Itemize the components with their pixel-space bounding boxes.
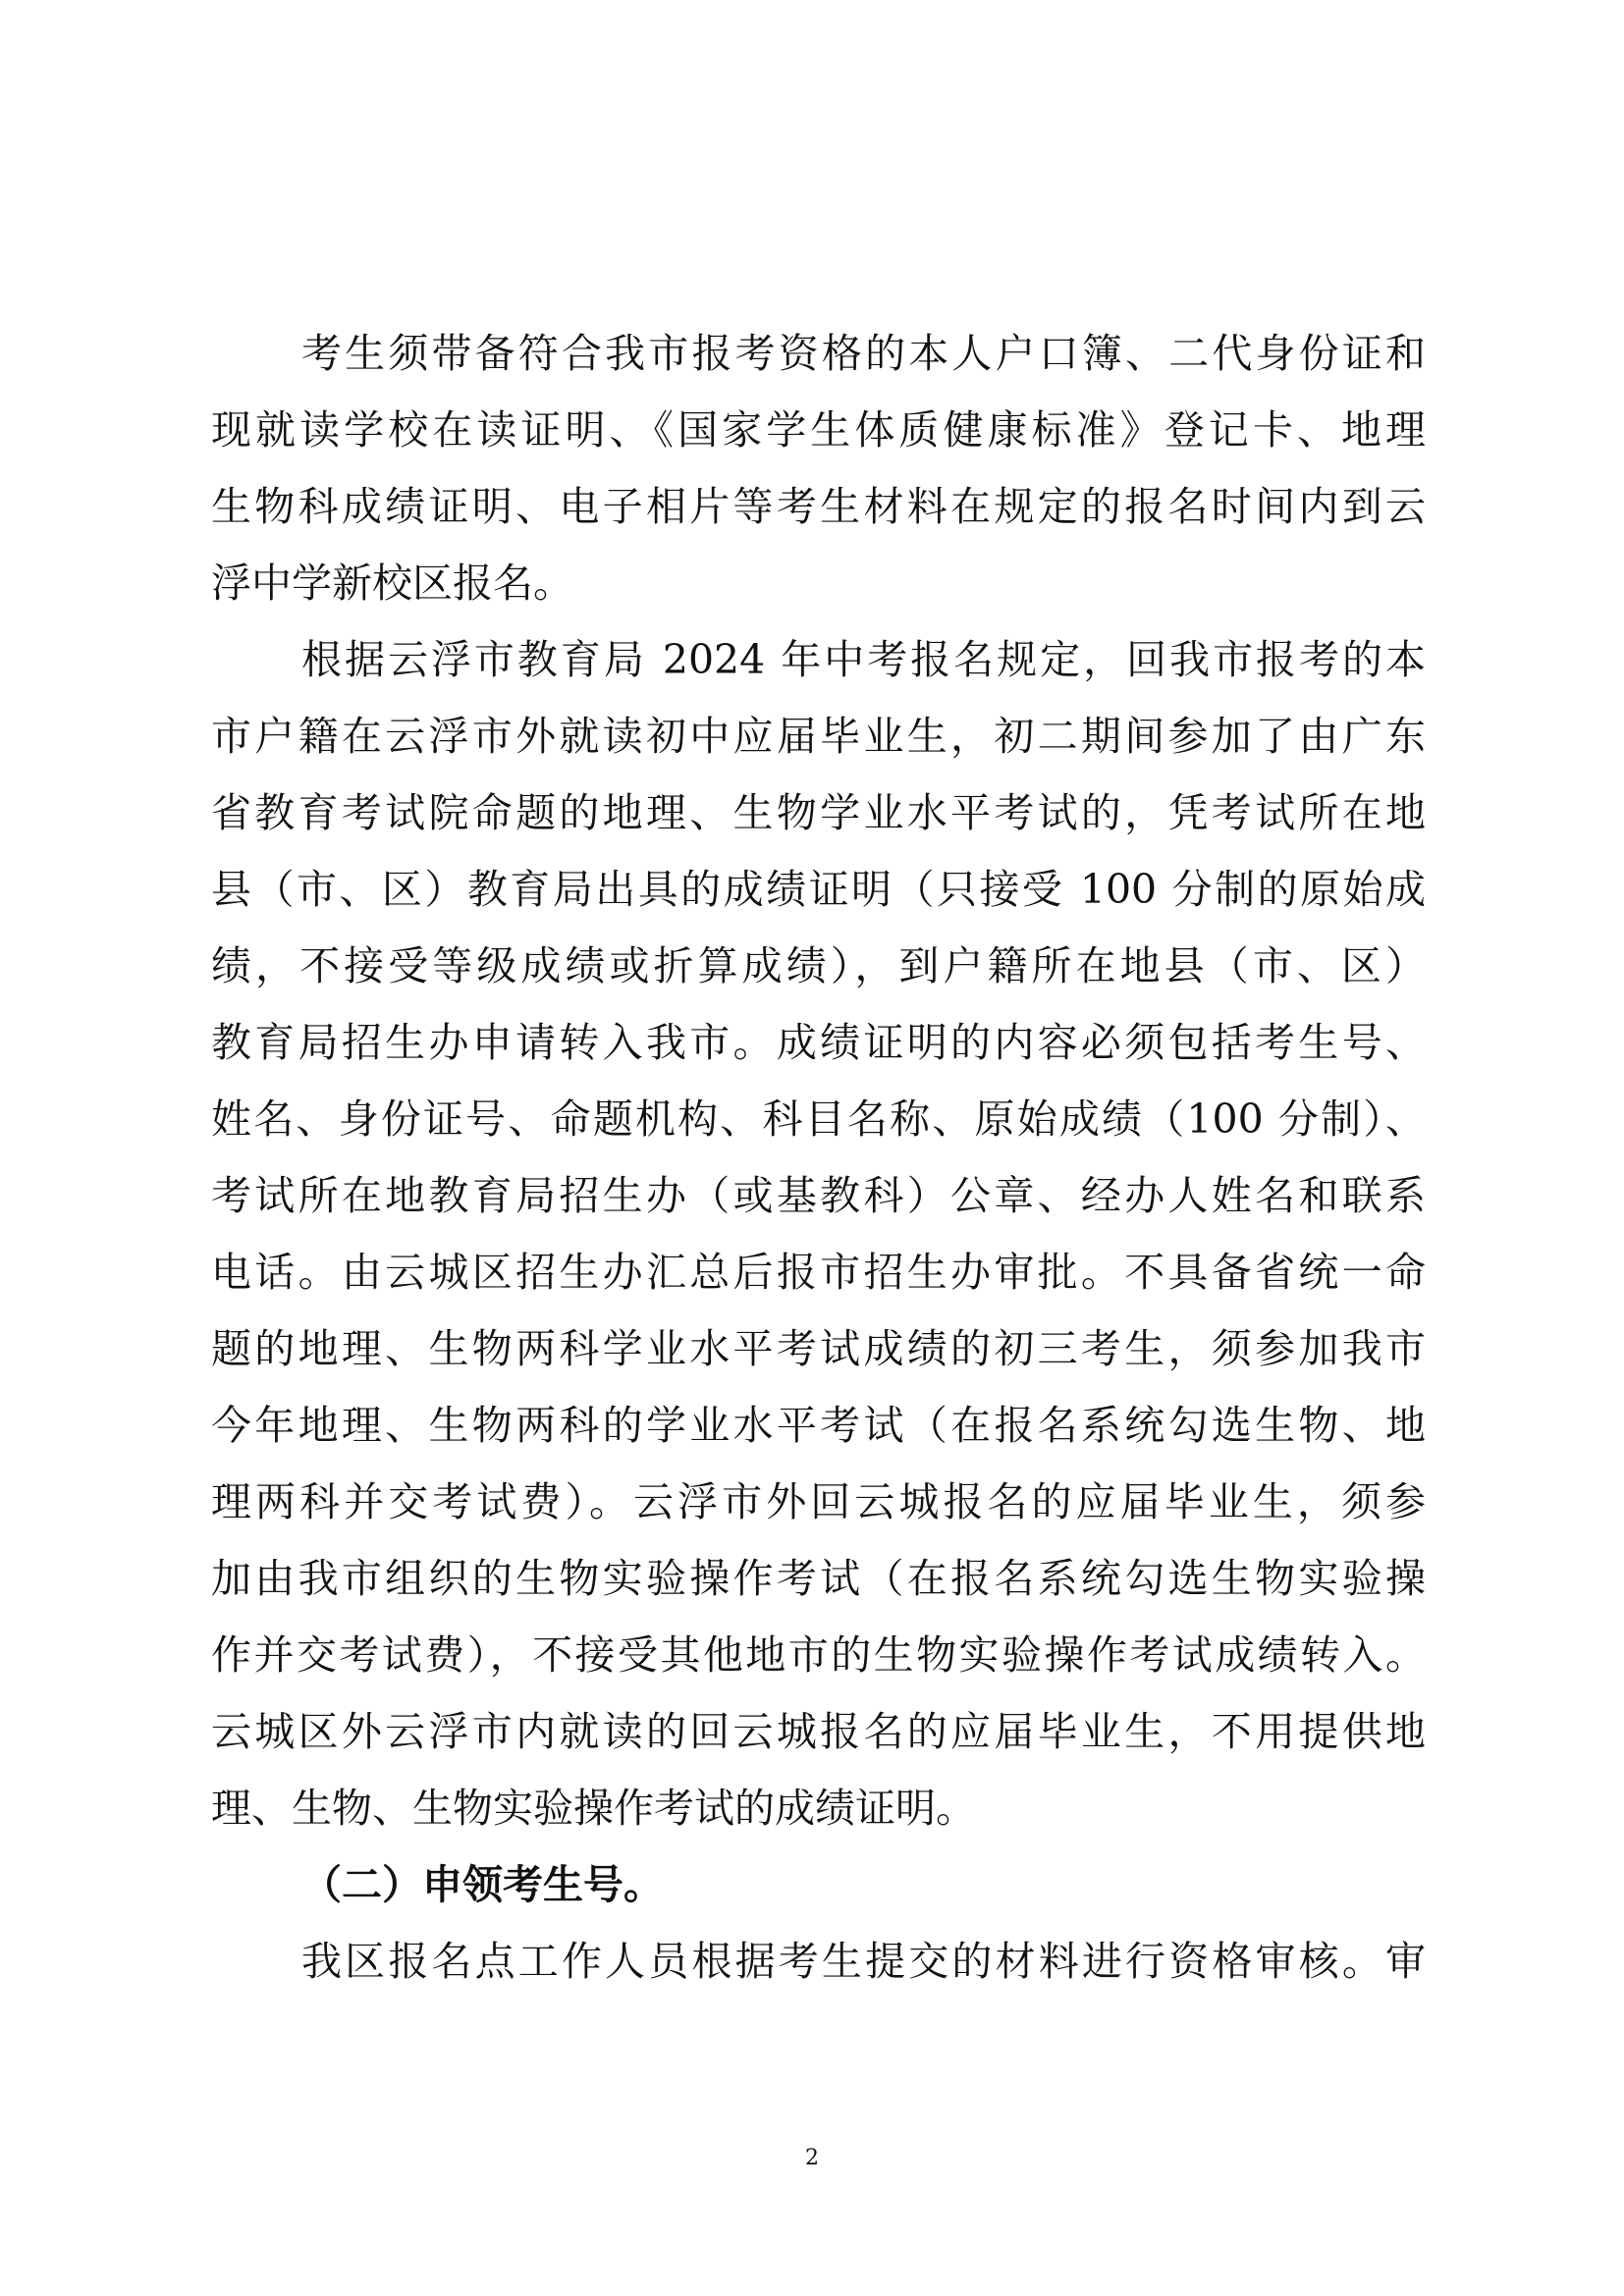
body-text: [211, 315, 1426, 2000]
paragraph-line: 我区报名点工作人员根据考生提交的材料进行资格审核。审: [301, 1938, 1426, 1985]
paragraph-line: 今年地理、生物两科的学业水平考试（在报名系统勾选生物、地: [211, 1402, 1426, 1449]
paragraph-line: 加由我市组织的生物实验操作考试（在报名系统勾选生物实验操: [211, 1555, 1426, 1602]
paragraph-line: 县（市、区）教育局出具的成绩证明（只接受 100 分制的原始成: [211, 866, 1426, 913]
paragraph-line: 考生须带备符合我市报考资格的本人户口簿、二代身份证和: [301, 330, 1426, 377]
paragraph-line: 电话。由云城区招生办汇总后报市招生办审批。不具备省统一命: [211, 1249, 1426, 1296]
paragraph-line: 生物科成绩证明、电子相片等考生材料在规定的报名时间内到云: [211, 483, 1426, 530]
paragraph-line: 姓名、身份证号、命题机构、科目名称、原始成绩（100 分制）、: [211, 1095, 1426, 1143]
paragraph-line: 省教育考试院命题的地理、生物学业水平考试的，凭考试所在地: [211, 789, 1426, 836]
paragraph-line: 市户籍在云浮市外就读初中应届毕业生，初二期间参加了由广东: [211, 713, 1426, 760]
paragraph-line: 现就读学校在读证明、《国家学生体质健康标准》登记卡、地理: [211, 406, 1426, 454]
paragraph-line: 教育局招生办申请转入我市。成绩证明的内容必须包括考生号、: [211, 1019, 1426, 1066]
paragraph-line: 作并交考试费），不接受其他地市的生物实验操作考试成绩转入。: [211, 1631, 1426, 1679]
paragraph-line: 根据云浮市教育局 2024 年中考报名规定，回我市报考的本: [301, 636, 1426, 683]
paragraph-line: 云城区外云浮市内就读的回云城报名的应届毕业生，不用提供地: [211, 1708, 1426, 1755]
paragraph-line: 绩，不接受等级成绩或折算成绩），到户籍所在地县（市、区）: [211, 942, 1426, 989]
paragraph-line: 理、生物、生物实验操作考试的成绩证明。: [211, 1785, 976, 1832]
paragraph-line: 考试所在地教育局招生办（或基教科）公章、经办人姓名和联系: [211, 1172, 1426, 1219]
paragraph-line: 题的地理、生物两科学业水平考试成绩的初三考生，须参加我市: [211, 1325, 1426, 1372]
page-number: 2: [805, 2146, 819, 2170]
paragraph-line: 浮中学新校区报名。: [211, 560, 573, 607]
paragraph-line: 理两科并交考试费）。云浮市外回云城报名的应届毕业生，须参: [211, 1478, 1426, 1525]
section-heading: （二）申领考生号。: [301, 1861, 664, 1908]
